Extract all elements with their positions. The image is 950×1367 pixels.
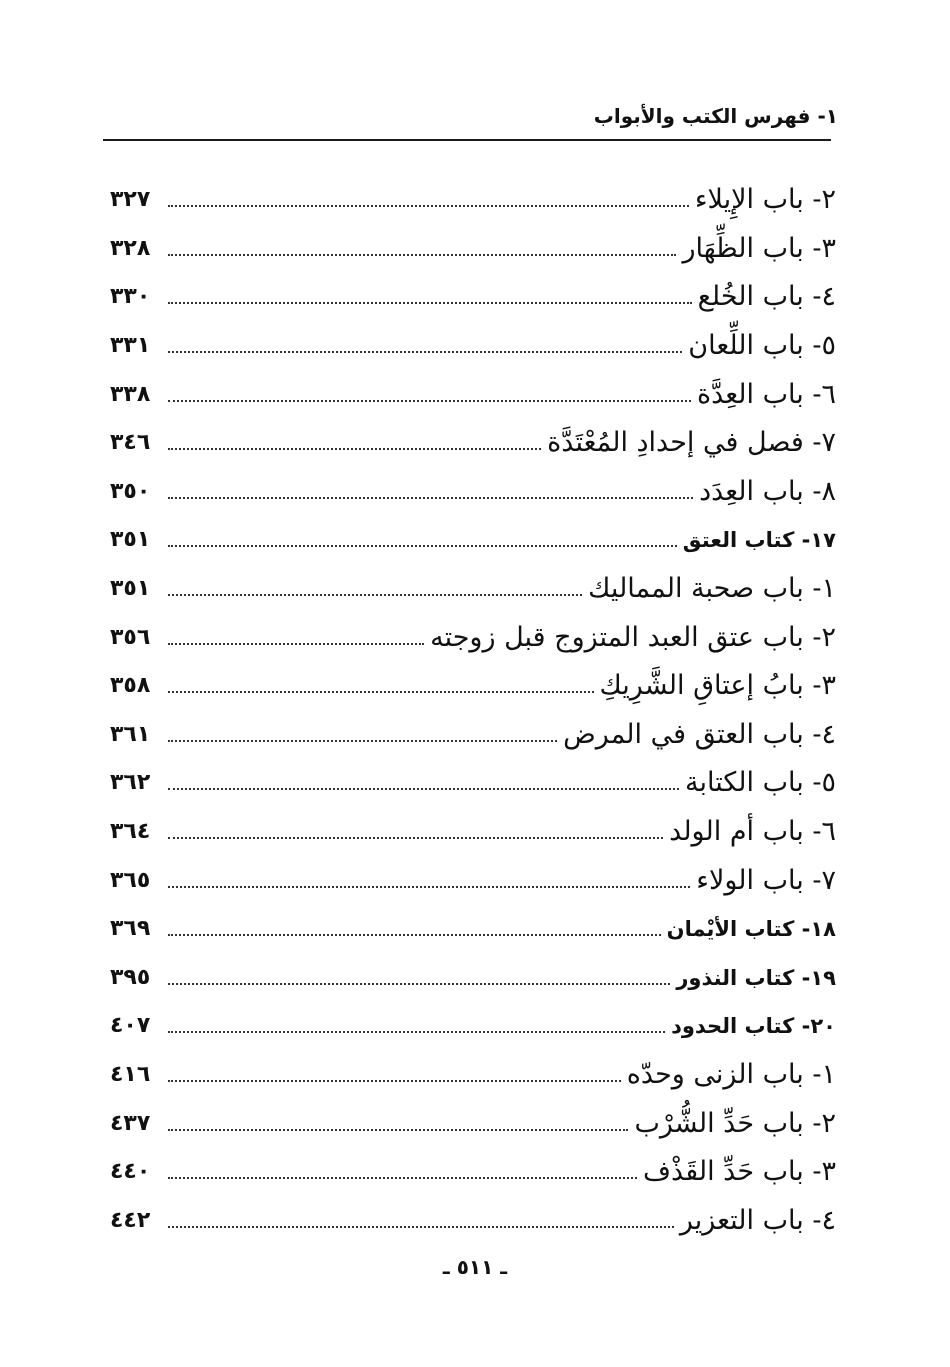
toc-entry-page-number: ٣٩٥ xyxy=(110,964,151,990)
toc-entry-title: ٣- باب حَدِّ القَذْف xyxy=(643,1156,836,1188)
dot-leader xyxy=(168,400,691,402)
toc-entry-page-number: ٣٦٤ xyxy=(110,819,151,845)
dot-leader xyxy=(168,837,663,839)
dot-leader xyxy=(168,351,682,353)
running-header-title: ١- فهرس الكتب والأبواب xyxy=(593,104,838,128)
toc-book-entry xyxy=(110,954,836,1003)
toc-entry-page-number: ٣٦٢ xyxy=(110,770,151,796)
toc-entry-title: ١٩- كتاب النذور xyxy=(676,965,836,990)
table-of-contents xyxy=(110,176,836,1245)
toc-entry-page-number: ٣٦٥ xyxy=(110,867,151,893)
toc-entry-page-number: ٣٤٦ xyxy=(110,430,151,456)
toc-chapter-entry xyxy=(110,273,836,322)
toc-chapter-entry xyxy=(110,856,836,905)
toc-chapter-entry xyxy=(110,468,836,517)
toc-book-entry xyxy=(110,905,836,954)
dot-leader xyxy=(168,1129,628,1131)
toc-entry-page-number: ٣٥١ xyxy=(110,576,151,602)
dot-leader xyxy=(168,1080,621,1082)
toc-entry-page-number: ٣٦٩ xyxy=(110,916,151,942)
toc-chapter-entry xyxy=(110,1148,836,1197)
toc-entry-page-number: ٣٣٨ xyxy=(110,381,151,407)
toc-book-entry xyxy=(110,1002,836,1051)
dot-leader xyxy=(168,643,424,645)
toc-entry-title: ٢- باب حَدِّ الشُّرْب xyxy=(634,1107,836,1139)
toc-entry-page-number: ٣٣٠ xyxy=(110,284,151,310)
toc-chapter-entry xyxy=(110,711,836,760)
dot-leader xyxy=(168,205,689,207)
dot-leader xyxy=(168,497,693,499)
dot-leader xyxy=(168,1226,674,1228)
page-number: ـ ٥١١ ـ xyxy=(442,1255,508,1279)
toc-entry-page-number: ٣٦١ xyxy=(110,721,151,747)
toc-entry-title: ٦- باب العِدَّة xyxy=(696,378,836,410)
header-rule xyxy=(103,139,831,141)
dot-leader xyxy=(168,691,594,693)
toc-entry-page-number: ٣٢٧ xyxy=(110,187,151,213)
dot-leader xyxy=(168,740,557,742)
toc-entry-page-number: ٣٥٠ xyxy=(110,478,151,504)
dot-leader xyxy=(168,934,661,936)
toc-entry-title: ٤- باب التعزير xyxy=(679,1204,836,1236)
toc-chapter-entry xyxy=(110,176,836,225)
toc-entry-page-number: ٤٣٧ xyxy=(110,1110,151,1136)
toc-entry-page-number: ٣٣١ xyxy=(110,333,151,359)
toc-entry-title: ٤- باب العتق في المرض xyxy=(563,718,836,750)
dot-leader xyxy=(168,254,676,256)
toc-entry-title: ٢٠- كتاب الحدود xyxy=(671,1014,836,1039)
dot-leader xyxy=(168,886,690,888)
toc-chapter-entry xyxy=(110,322,836,371)
dot-leader xyxy=(168,545,677,547)
toc-chapter-entry xyxy=(110,1196,836,1245)
toc-entry-page-number: ٤٤٢ xyxy=(110,1207,151,1233)
toc-entry-page-number: ٤١٦ xyxy=(110,1061,151,1087)
toc-entry-title: ٥- باب اللِّعان xyxy=(688,330,836,362)
toc-entry-title: ٧- فصل في إحدادِ المُعْتَدَّة xyxy=(547,427,836,459)
dot-leader xyxy=(168,983,670,985)
toc-book-entry xyxy=(110,516,836,565)
toc-entry-title: ٥- باب الكتابة xyxy=(685,767,836,799)
toc-entry-title: ٧- باب الولاء xyxy=(696,864,836,896)
dot-leader xyxy=(168,788,679,790)
dot-leader xyxy=(168,1031,665,1033)
toc-entry-title: ٦- باب أم الولد xyxy=(669,816,836,848)
toc-entry-title: ٤- باب الخُلع xyxy=(697,281,836,313)
toc-entry-page-number: ٤٠٧ xyxy=(110,1013,151,1039)
toc-entry-page-number: ٣٢٨ xyxy=(110,235,151,261)
toc-entry-title: ١- باب صحبة المماليك xyxy=(588,573,836,605)
toc-chapter-entry xyxy=(110,808,836,857)
dot-leader xyxy=(168,302,692,304)
toc-entry-title: ٣- باب الظِّهَار xyxy=(682,232,836,264)
toc-chapter-entry xyxy=(110,613,836,662)
toc-chapter-entry xyxy=(110,662,836,711)
toc-entry-title: ٢- باب عتق العبد المتزوج قبل زوجته xyxy=(430,621,836,653)
toc-entry-page-number: ٤٤٠ xyxy=(110,1159,151,1185)
toc-entry-title: ١٨- كتاب الأيْمان xyxy=(666,917,836,942)
toc-chapter-entry xyxy=(110,370,836,419)
toc-entry-page-number: ٣٥٦ xyxy=(110,624,151,650)
toc-chapter-entry xyxy=(110,1051,836,1100)
dot-leader xyxy=(168,594,582,596)
toc-entry-page-number: ٣٥٨ xyxy=(110,673,151,699)
dot-leader xyxy=(168,1177,637,1179)
toc-chapter-entry xyxy=(110,419,836,468)
toc-entry-page-number: ٣٥١ xyxy=(110,527,151,553)
toc-entry-title: ٢- باب الإِيلاء xyxy=(694,184,836,216)
toc-entry-title: ٣- بابُ إعتاقِ الشَّرِيكِ xyxy=(599,670,836,702)
toc-chapter-entry xyxy=(110,1099,836,1148)
toc-chapter-entry xyxy=(110,225,836,274)
toc-entry-title: ١- باب الزنى وحدّه xyxy=(626,1058,836,1090)
toc-chapter-entry xyxy=(110,759,836,808)
toc-chapter-entry xyxy=(110,565,836,614)
dot-leader xyxy=(168,448,541,450)
toc-entry-title: ١٧- كتاب العتق xyxy=(682,528,836,553)
toc-entry-title: ٨- باب العِدَد xyxy=(699,475,836,507)
